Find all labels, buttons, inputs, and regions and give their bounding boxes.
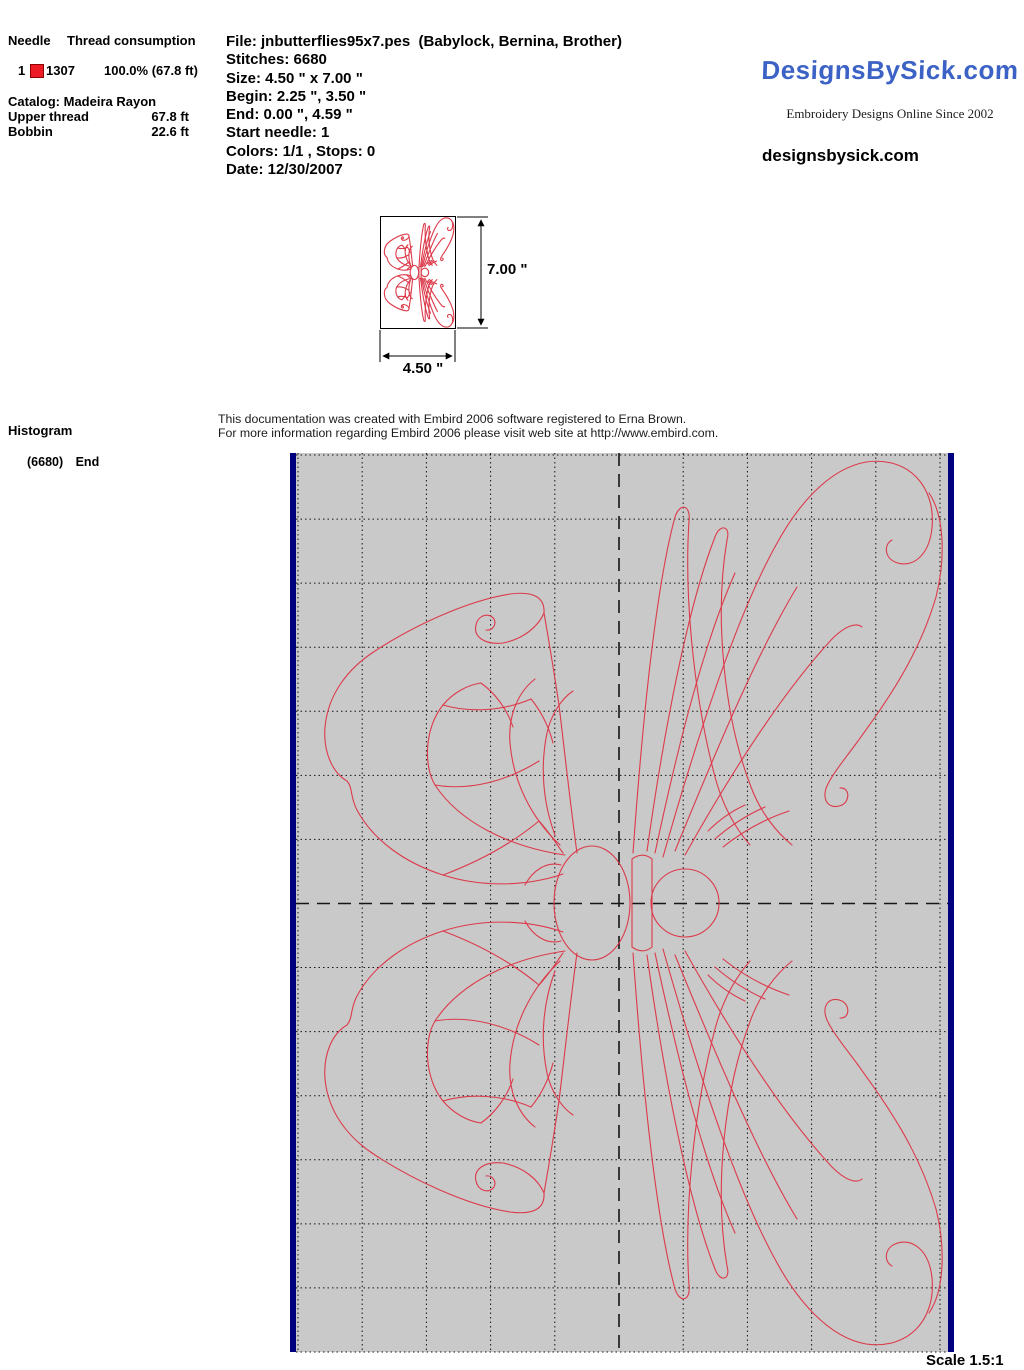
logo-tagline: Embroidery Designs Online Since 2002: [786, 106, 994, 121]
design-canvas: [290, 453, 956, 1354]
histogram-entry: [27, 453, 99, 471]
website-text: designsbysick.com: [762, 146, 919, 165]
bobbin-label: Bobbin: [8, 124, 53, 139]
scale-label: Scale 1.5:1: [926, 1352, 1004, 1369]
needle-number: 1: [18, 63, 26, 78]
hoop-left-bar: [290, 453, 296, 1352]
hoop-right-bar: [948, 453, 954, 1352]
canvas-background: [296, 453, 948, 1352]
height-dimension-label: 7.00 ": [487, 261, 528, 278]
thread-consumption-header: Thread consumption: [67, 33, 196, 48]
thread-color-chip: [30, 64, 44, 78]
designsbysick-logo: DesignsBySick.com: [760, 55, 1020, 85]
embird-note-line1: This documentation was created with Embird 2006 software registered to Erna Brown.: [218, 412, 687, 426]
date-line: Date: 12/30/2007: [226, 161, 343, 179]
file-name-line: File: jnbutterflies95x7.pes (Babylock, Bernina, Brother): [226, 33, 622, 50]
begin-line: Begin: 2.25 ", 3.50 ": [226, 87, 367, 105]
histogram-title: Histogram: [8, 423, 73, 438]
size-line: Size: 4.50 " x 7.00 ": [226, 69, 363, 87]
thread-code: 1307: [46, 63, 75, 78]
colors-stops-line: Colors: 1/1 , Stops: 0: [226, 142, 376, 160]
design-thumbnail: [381, 217, 455, 328]
bobbin-value: 22.6 ft: [151, 124, 189, 139]
embird-note-line2: For more information regarding Embird 2006 please visit web site at http://www.embird.com.: [218, 426, 719, 440]
end-line: End: 0.00 ", 4.59 ": [226, 106, 353, 124]
histogram-entry-count: (6680): [27, 455, 64, 469]
thread-consumption-value: 100.0% (67.8 ft): [104, 63, 198, 78]
histogram-entry-label: End: [75, 455, 100, 469]
stitches-line: Stitches: 6680: [226, 51, 327, 69]
upper-thread-label: Upper thread: [8, 109, 89, 124]
width-dimension-label: 4.50 ": [402, 360, 444, 377]
file-info-block: [226, 33, 622, 179]
start-needle-line: Start needle: 1: [226, 124, 330, 142]
needle-row: [0, 63, 220, 79]
upper-thread-value: 67.8 ft: [151, 109, 189, 124]
catalog-label: Catalog: Madeira Rayon: [8, 94, 157, 109]
needle-column-header: Needle: [8, 33, 51, 48]
